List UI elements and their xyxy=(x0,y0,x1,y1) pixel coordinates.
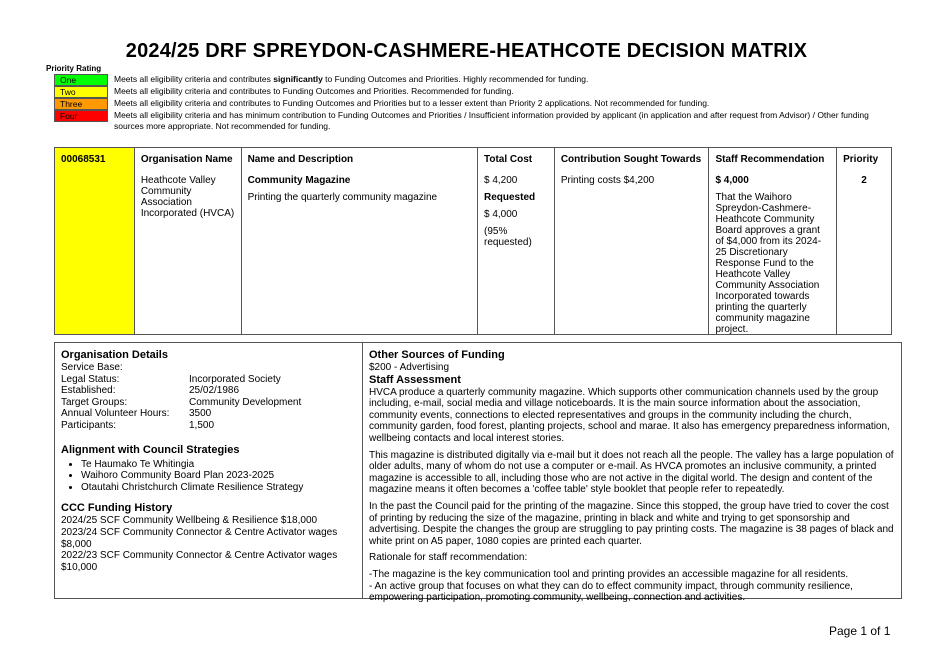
funding-history-heading: CCC Funding History xyxy=(61,502,173,515)
total-cost-column xyxy=(477,148,554,334)
priority-legend xyxy=(54,74,894,132)
assessment-paragraph: In the past the Council paid for the printing of the magazine. Since this stopped, the group have tried to cover the cost of printing by reducing the size of the magazine, printing in black and white and trying to get sponsorship and advertising. Despite the changes the group are struggling to pay printing costs. The magazine is 38 pages of black and white print on A5 paper, 1080 copies are printed each quarter. xyxy=(369,500,894,547)
staff-assessment-heading: Staff Assessment xyxy=(369,373,461,386)
priority-text-bold: significantly xyxy=(273,74,323,84)
org-details-heading: Organisation Details xyxy=(61,349,168,361)
assessment-paragraph: HVCA produce a quarterly community magazine. Which supports other communication channels used by the group including, e-mail, social media and village noticeboards. It is the main source information about the association, community events, connections to elected representatives and groups in the community including the church, community garden, food forest, planting projects, school and marae. It also has emergency preparedness information, wellbeing contacts and local interest stories. xyxy=(369,386,890,444)
column-header: Contribution Sought Towards xyxy=(560,154,702,165)
priority-rating-heading: Priority Rating xyxy=(46,64,102,73)
priority-swatch-one: One xyxy=(54,74,108,86)
details-right xyxy=(363,343,901,604)
priority-description: Meets all eligibility criteria and has minimum contribution to Funding Outcomes and Priorities / Insufficient information provided by applicant (in application and after request from Advisor) / Other funding sources more appropriate. Not recommended for funding. xyxy=(114,110,869,131)
requested-label: Requested xyxy=(483,192,536,203)
details-left xyxy=(55,343,363,598)
rationale-item: -The magazine is the key communication tool and printing provides an accessible magazine for all residents. xyxy=(369,568,849,580)
detail-row xyxy=(61,397,356,409)
column-header: Name and Description xyxy=(247,154,354,165)
detail-key: Participants: xyxy=(61,419,117,431)
funding-history-line: 2023/24 SCF Community Connector & Centre Activator wages xyxy=(61,526,338,538)
rationale-item: - An active group that focuses on what they can do to effect community impact, through community resilience, empowering participation, promoting community, wellbeing, connection and activities. xyxy=(369,580,853,604)
alignment-list xyxy=(61,459,356,494)
application-table xyxy=(54,147,892,335)
detail-key: Legal Status: xyxy=(61,373,120,385)
funding-history-line: $8,000 xyxy=(61,538,92,550)
staff-recommendation-text: That the Waihoro Spreydon-Cashmere-Heathcote Community Board approves a grant of $4,000 from its 2024-25 Discretionary Response Fund to the Heathcote Valley Community Association Incorporated towards printing the quarterly community magazine project. xyxy=(715,192,822,335)
detail-key: Target Groups: xyxy=(61,396,128,408)
org-name: Heathcote Valley Community Association Incorporated (HVCA) xyxy=(140,175,235,219)
detail-row xyxy=(61,420,356,432)
other-funding-text: $200 - Advertising xyxy=(369,362,450,373)
detail-row xyxy=(61,408,356,420)
priority-legend-row xyxy=(54,110,894,132)
funding-history-line: $10,000 xyxy=(61,561,98,573)
name-description-column xyxy=(241,148,477,334)
priority-swatch-two: Two xyxy=(54,86,108,98)
detail-row xyxy=(61,362,356,374)
detail-row xyxy=(61,374,356,386)
detail-row xyxy=(61,385,356,397)
priority-column xyxy=(836,148,891,334)
column-header: Total Cost xyxy=(483,154,533,165)
contribution-column xyxy=(554,148,709,334)
project-name: Community Magazine xyxy=(247,175,351,186)
alignment-item: • Te Haumako Te Whitingia xyxy=(81,459,356,471)
page-title: 2024/25 DRF SPREYDON-CASHMERE-HEATHCOTE DECISION MATRIX xyxy=(125,40,808,62)
details-panel xyxy=(54,342,902,604)
staff-recommendation-column xyxy=(708,148,836,334)
priority-description: Meets all eligibility criteria and contributes to Funding Outcomes and Priorities but to a lesser extent than Priority 2 applications. Not recommended for funding. xyxy=(114,98,710,108)
org-name-column xyxy=(134,148,241,334)
contribution-text: Printing costs $4,200 xyxy=(560,175,655,186)
page-number: Page 1 of 1 xyxy=(829,624,891,638)
column-header: Priority xyxy=(843,154,879,165)
priority-description: Meets all eligibility criteria and contributes to Funding Outcomes and Priorities. Recommended for funding. xyxy=(114,86,514,96)
alignment-heading: Alignment with Council Strategies xyxy=(61,443,240,456)
application-id: 00068531 xyxy=(55,148,134,334)
alignment-item: • Otautahi Christchurch Climate Resilience Strategy xyxy=(81,482,356,494)
detail-value: Community Development xyxy=(189,396,302,408)
priority-swatch-four: Four xyxy=(54,110,108,122)
priority-text: Meets all eligibility criteria and contributes xyxy=(114,74,274,84)
detail-key: Annual Volunteer Hours: xyxy=(61,408,170,420)
detail-key: Service Base: xyxy=(61,362,123,373)
priority-legend-row xyxy=(54,98,894,110)
detail-key: Established: xyxy=(61,385,116,397)
assessment-paragraph: This magazine is distributed digitally via e-mail but it does not reach all the people. The valley has a large population of older adults, many of whom do not use a computer or e-mail. As HVCA promotes an inclusive community, a printed magazine is accessible to all, including those who are not active in the digital world. The design and content of the magazine means it often becomes a 'coffee table' style booklet that people refer to repeatedly. xyxy=(369,449,894,496)
priority-text: to Funding Outcomes and Priorities. Highly recommended for funding. xyxy=(322,74,589,84)
requested-percent: (95% requested) xyxy=(483,226,532,248)
priority-legend-row xyxy=(54,86,894,98)
other-funding-heading: Other Sources of Funding xyxy=(369,349,505,361)
total-cost: $ 4,200 xyxy=(483,175,518,186)
priority-swatch-three: Three xyxy=(54,98,108,110)
priority-value: 2 xyxy=(861,175,867,186)
assessment-paragraph: Rationale for staff recommendation: xyxy=(369,552,528,564)
requested-amount: $ 4,000 xyxy=(483,209,518,220)
staff-amount: $ 4,000 xyxy=(715,175,749,186)
funding-history-line: 2022/23 SCF Community Connector & Centre Activator wages xyxy=(61,550,338,562)
detail-value: 3500 xyxy=(189,408,212,420)
funding-history-line: 2024/25 SCF Community Wellbeing & Resilience $18,000 xyxy=(61,515,318,527)
priority-description xyxy=(108,74,894,86)
column-header: Staff Recommendation xyxy=(715,154,825,165)
detail-value: 25/02/1986 xyxy=(189,385,240,397)
priority-legend-row xyxy=(54,74,894,86)
project-description: Printing the quarterly community magazine xyxy=(247,192,438,203)
detail-value: Incorporated Society xyxy=(189,373,281,385)
alignment-item: • Waihoro Community Board Plan 2023-2025 xyxy=(81,470,356,482)
column-header: Organisation Name xyxy=(140,154,233,165)
detail-value: 1,500 xyxy=(189,419,215,431)
